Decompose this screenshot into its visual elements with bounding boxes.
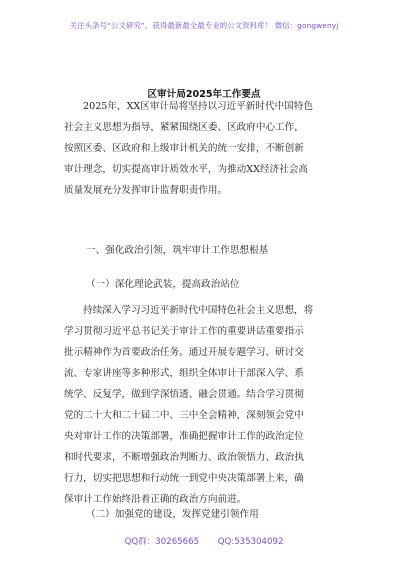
body-line: 持续深入学习习近平新时代中国特色社会主义思想，将 bbox=[83, 305, 314, 316]
subsection-heading: （一）深化理论武装，提高政治站位 bbox=[86, 279, 240, 290]
section-heading: 一、强化政治引领，筑牢审计工作思想根基 bbox=[86, 245, 269, 256]
body-paragraph bbox=[64, 300, 354, 510]
body-line: 央对审计工作的决策部署，准确把握审计工作的政治定位 bbox=[64, 431, 304, 442]
body-line: 行力，切实把思想和行动统一到党中央决策部署上来，确 bbox=[64, 473, 304, 484]
body-line: 统学、反复学，做到学深悟透、融会贯通。结合学习贯彻 bbox=[64, 389, 304, 400]
body-line: 保审计工作始终沿着正确的政治方向前进。 bbox=[64, 494, 247, 505]
subsection-heading: （二）加强党的建设，发挥党建引领作用 bbox=[86, 509, 259, 520]
contact-footer bbox=[0, 535, 408, 547]
intro-line: 审计理念，切实提高审计质效水平，为推动XX经济社会高 bbox=[64, 164, 308, 175]
body-line: 党的二十大和二十届二中、三中全会精神，深刻领会党中 bbox=[64, 410, 304, 421]
intro-line: 按照区委、区政府和上级审计机关的统一安排，不断创新 bbox=[64, 143, 304, 154]
body-line: 和时代要求，不断增强政治判断力、政治领悟力、政治执 bbox=[64, 452, 304, 463]
promo-banner: 关注头条号“公文研究”，获得最新最全最专业的公文资料库！ 微信：gongwenyj bbox=[69, 21, 339, 30]
body-line: 学习贯彻习近平总书记关于审计工作的重要讲话重要指示 bbox=[64, 326, 304, 337]
body-line: 批示精神作为首要政治任务。通过开展专题学习、研讨交 bbox=[64, 347, 304, 358]
document-title: 区审计局2025年工作要点 bbox=[147, 89, 261, 100]
qq-group-number: QQ群：30265665 bbox=[124, 537, 200, 547]
intro-paragraph bbox=[64, 96, 354, 201]
intro-line: 质量发展充分发挥审计监督职责作用。 bbox=[64, 185, 228, 196]
intro-line: 2025年，XX区审计局将坚持以习近平新时代中国特色 bbox=[83, 101, 313, 112]
body-line: 流、专家讲座等多种形式，组织全体审计干部深入学、系 bbox=[64, 368, 304, 379]
intro-line: 社会主义思想为指导，紧紧围绕区委、区政府中心工作， bbox=[64, 122, 304, 133]
qq-number: QQ:535304092 bbox=[217, 537, 284, 547]
